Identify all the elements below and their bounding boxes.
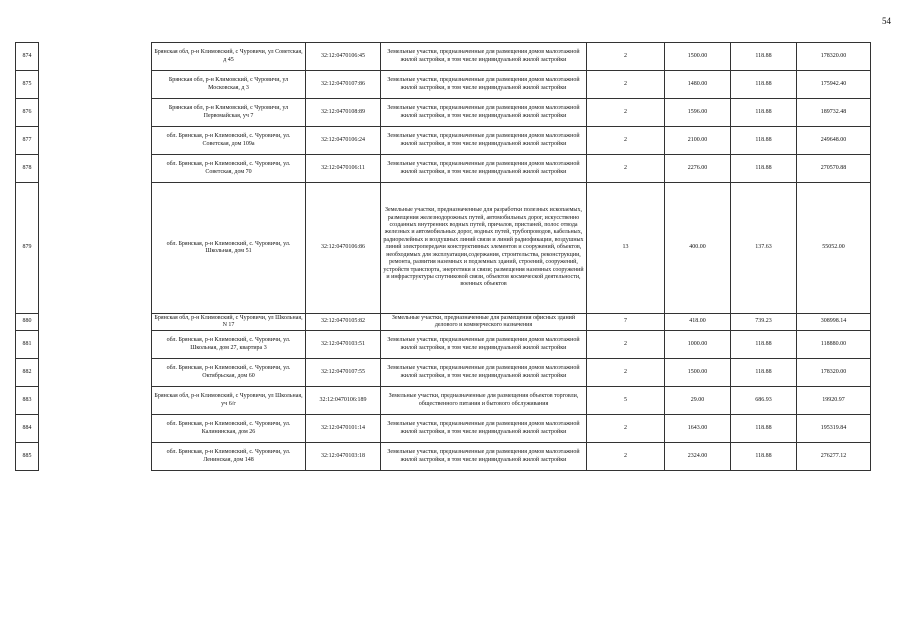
area-cell: 418.00 bbox=[665, 314, 731, 331]
land-use-cell: Земельные участки, предназначенные для разработки полезных ископаемых, размещения железнодорожных путей, автомобильных дорог, искусственно созданных внутренних водных путей, причалов, пристаней, полос отвода железных и автомобильных дорог, водных путей, трубопроводов, кабельных, радиорелейных и воздушных линий связи и линий радиофикации, воздушных линий электропередачи конструктивных элементов и сооружений, объектов, необходимых для эксплуатации,содержания, строительства, реконструкции, ремонта, развития наземных и подземных зданий, строений, сооружений, устройств транспорта, энергетики и связи; размещения наземных сооружений и инфраструктуры спутниковой связи, объектов космической деятельности, военных объектов bbox=[381, 183, 587, 314]
row-number-cell: 875 bbox=[16, 71, 39, 99]
gap-cell bbox=[39, 443, 152, 471]
land-use-cell: Земельные участки, предназначенные для размещения домов малоэтажной жилой застройки, в том числе индивидуальной жилой застройки bbox=[381, 43, 587, 71]
table-row bbox=[16, 71, 871, 99]
address-cell: Брянская обл, р-н Климовский, с Чуровичи, ул Первомайская, уч 7 bbox=[152, 99, 306, 127]
specific-value-cell: 686.93 bbox=[731, 387, 797, 415]
row-number-cell: 883 bbox=[16, 387, 39, 415]
specific-value-cell: 118.88 bbox=[731, 71, 797, 99]
cadastral-value-cell: 308998.14 bbox=[797, 314, 871, 331]
land-use-cell: Земельные участки, предназначенные для размещения домов малоэтажной жилой застройки, в том числе индивидуальной жилой застройки bbox=[381, 71, 587, 99]
row-number-cell: 874 bbox=[16, 43, 39, 71]
specific-value-cell: 118.88 bbox=[731, 155, 797, 183]
row-number-cell: 880 bbox=[16, 314, 39, 331]
cadastral-value-cell: 189732.48 bbox=[797, 99, 871, 127]
group-cell: 2 bbox=[587, 331, 665, 359]
gap-cell bbox=[39, 71, 152, 99]
group-cell: 2 bbox=[587, 71, 665, 99]
cadastral-value-cell: 118880.00 bbox=[797, 331, 871, 359]
area-cell: 2276.00 bbox=[665, 155, 731, 183]
table-row bbox=[16, 127, 871, 155]
group-cell: 2 bbox=[587, 127, 665, 155]
area-cell: 29.00 bbox=[665, 387, 731, 415]
land-use-cell: Земельные участки, предназначенные для размещения домов малоэтажной жилой застройки, в том числе индивидуальной жилой застройки bbox=[381, 127, 587, 155]
row-number-cell: 885 bbox=[16, 443, 39, 471]
gap-cell bbox=[39, 43, 152, 71]
gap-cell bbox=[39, 387, 152, 415]
specific-value-cell: 137.63 bbox=[731, 183, 797, 314]
specific-value-cell: 118.88 bbox=[731, 43, 797, 71]
group-cell: 2 bbox=[587, 43, 665, 71]
land-use-cell: Земельные участки, предназначенные для размещения домов малоэтажной жилой застройки, в том числе индивидуальной жилой застройки bbox=[381, 99, 587, 127]
area-cell: 1000.00 bbox=[665, 331, 731, 359]
area-cell: 2100.00 bbox=[665, 127, 731, 155]
row-number-cell: 879 bbox=[16, 183, 39, 314]
address-cell: Брянская обл, р-н Климовский, с Чуровичи, ул Московская, д 3 bbox=[152, 71, 306, 99]
area-cell: 1480.00 bbox=[665, 71, 731, 99]
row-number-cell: 878 bbox=[16, 155, 39, 183]
cadastral-value-cell: 270570.88 bbox=[797, 155, 871, 183]
land-use-cell: Земельные участки, предназначенные для размещения домов малоэтажной жилой застройки, в том числе индивидуальной жилой застройки bbox=[381, 331, 587, 359]
cadastral-number-cell: 32:12:0470103:18 bbox=[306, 443, 381, 471]
gap-cell bbox=[39, 155, 152, 183]
table-row bbox=[16, 99, 871, 127]
table-row bbox=[16, 387, 871, 415]
area-cell: 2324.00 bbox=[665, 443, 731, 471]
cadastral-number-cell: 32:12:0470106:45 bbox=[306, 43, 381, 71]
gap-cell bbox=[39, 331, 152, 359]
cadastral-number-cell: 32:12:0470105:82 bbox=[306, 314, 381, 331]
group-cell: 7 bbox=[587, 314, 665, 331]
specific-value-cell: 118.88 bbox=[731, 359, 797, 387]
cadastral-number-cell: 32:12:0470107:86 bbox=[306, 71, 381, 99]
cadastral-number-cell: 32:12:0470106:24 bbox=[306, 127, 381, 155]
address-cell: обл. Брянская, р-н Климовский, с. Чуровичи, ул. Калининская, дом 26 bbox=[152, 415, 306, 443]
gap-cell bbox=[39, 99, 152, 127]
gap-cell bbox=[39, 183, 152, 314]
row-number-cell: 877 bbox=[16, 127, 39, 155]
address-cell: обл. Брянская, р-н Климовский, с. Чуровичи, ул. Советская, дом 109а bbox=[152, 127, 306, 155]
table-row bbox=[16, 359, 871, 387]
table-row bbox=[16, 443, 871, 471]
specific-value-cell: 118.88 bbox=[731, 99, 797, 127]
cadastral-number-cell: 32:12:0470108:89 bbox=[306, 99, 381, 127]
cadastral-number-cell: 32:12:0470106:86 bbox=[306, 183, 381, 314]
address-cell: обл. Брянская, р-н Климовский, с. Чуровичи, ул. Советская, дом 70 bbox=[152, 155, 306, 183]
cadastral-number-cell: 32:12:0470107:55 bbox=[306, 359, 381, 387]
group-cell: 13 bbox=[587, 183, 665, 314]
table-row bbox=[16, 155, 871, 183]
address-cell: обл. Брянская, р-н Климовский, с. Чуровичи, ул. Школьная, дом 51 bbox=[152, 183, 306, 314]
specific-value-cell: 118.88 bbox=[731, 415, 797, 443]
land-use-cell: Земельные участки, предназначенные для размещения домов малоэтажной жилой застройки, в том числе индивидуальной жилой застройки bbox=[381, 155, 587, 183]
cadastral-number-cell: 32:12:0470103:51 bbox=[306, 331, 381, 359]
area-cell: 1643.00 bbox=[665, 415, 731, 443]
table-row bbox=[16, 331, 871, 359]
land-use-cell: Земельные участки, предназначенные для размещения объектов торговли, общественного питания и бытового обслуживания bbox=[381, 387, 587, 415]
gap-cell bbox=[39, 127, 152, 155]
cadastral-number-cell: 32:12:0470106:11 bbox=[306, 155, 381, 183]
address-cell: обл. Брянская, р-н Климовский, с. Чуровичи, ул. Октябрьская, дом 60 bbox=[152, 359, 306, 387]
address-cell: Брянская обл, р-н Климовский, с Чуровичи, ул Школьная, N 17 bbox=[152, 314, 306, 331]
specific-value-cell: 118.88 bbox=[731, 127, 797, 155]
cadastral-value-cell: 195319.84 bbox=[797, 415, 871, 443]
area-cell: 1500.00 bbox=[665, 359, 731, 387]
area-cell: 1596.00 bbox=[665, 99, 731, 127]
page-number: 54 bbox=[882, 16, 891, 26]
specific-value-cell: 739.23 bbox=[731, 314, 797, 331]
cadastral-value-cell: 175942.40 bbox=[797, 71, 871, 99]
cadastral-value-table bbox=[15, 42, 871, 471]
area-cell: 1500.00 bbox=[665, 43, 731, 71]
group-cell: 5 bbox=[587, 387, 665, 415]
address-cell: обл. Брянская, р-н Климовский, с. Чуровичи, ул. Школьная, дом 27, квартира 3 bbox=[152, 331, 306, 359]
table-body bbox=[16, 43, 871, 471]
group-cell: 2 bbox=[587, 99, 665, 127]
cadastral-value-cell: 178320.00 bbox=[797, 43, 871, 71]
address-cell: Брянская обл, р-н Климовский, с Чуровичи, ул Советская, д 45 bbox=[152, 43, 306, 71]
row-number-cell: 884 bbox=[16, 415, 39, 443]
row-number-cell: 881 bbox=[16, 331, 39, 359]
gap-cell bbox=[39, 314, 152, 331]
table-row bbox=[16, 43, 871, 71]
specific-value-cell: 118.88 bbox=[731, 331, 797, 359]
gap-cell bbox=[39, 359, 152, 387]
cadastral-value-cell: 249648.00 bbox=[797, 127, 871, 155]
cadastral-value-cell: 55052.00 bbox=[797, 183, 871, 314]
cadastral-value-cell: 178320.00 bbox=[797, 359, 871, 387]
group-cell: 2 bbox=[587, 359, 665, 387]
cadastral-number-cell: 32:12:0470101:14 bbox=[306, 415, 381, 443]
address-cell: обл. Брянская, р-н Климовский, с. Чуровичи, ул. Ленинская, дом 148 bbox=[152, 443, 306, 471]
land-use-cell: Земельные участки, предназначенные для размещения домов малоэтажной жилой застройки, в том числе индивидуальной жилой застройки bbox=[381, 443, 587, 471]
group-cell: 2 bbox=[587, 415, 665, 443]
specific-value-cell: 118.88 bbox=[731, 443, 797, 471]
group-cell: 2 bbox=[587, 443, 665, 471]
group-cell: 2 bbox=[587, 155, 665, 183]
gap-cell bbox=[39, 415, 152, 443]
row-number-cell: 882 bbox=[16, 359, 39, 387]
land-use-cell: Земельные участки, предназначенные для размещения домов малоэтажной жилой застройки, в том числе индивидуальной жилой застройки bbox=[381, 415, 587, 443]
table-row bbox=[16, 183, 871, 314]
area-cell: 400.00 bbox=[665, 183, 731, 314]
cadastral-value-cell: 276277.12 bbox=[797, 443, 871, 471]
land-use-cell: Земельные участки, предназначенные для размещения домов малоэтажной жилой застройки, в том числе индивидуальной жилой застройки bbox=[381, 359, 587, 387]
table-row bbox=[16, 314, 871, 331]
row-number-cell: 876 bbox=[16, 99, 39, 127]
address-cell: Брянская обл, р-н Климовский, с Чуровичи, ул Школьная, уч 6/г bbox=[152, 387, 306, 415]
cadastral-value-cell: 19920.97 bbox=[797, 387, 871, 415]
cadastral-number-cell: 32:12:0470106:189 bbox=[306, 387, 381, 415]
land-use-cell: Земельные участки, предназначенные для размещения офисных зданий делового и коммерческого назначения bbox=[381, 314, 587, 331]
table-row bbox=[16, 415, 871, 443]
